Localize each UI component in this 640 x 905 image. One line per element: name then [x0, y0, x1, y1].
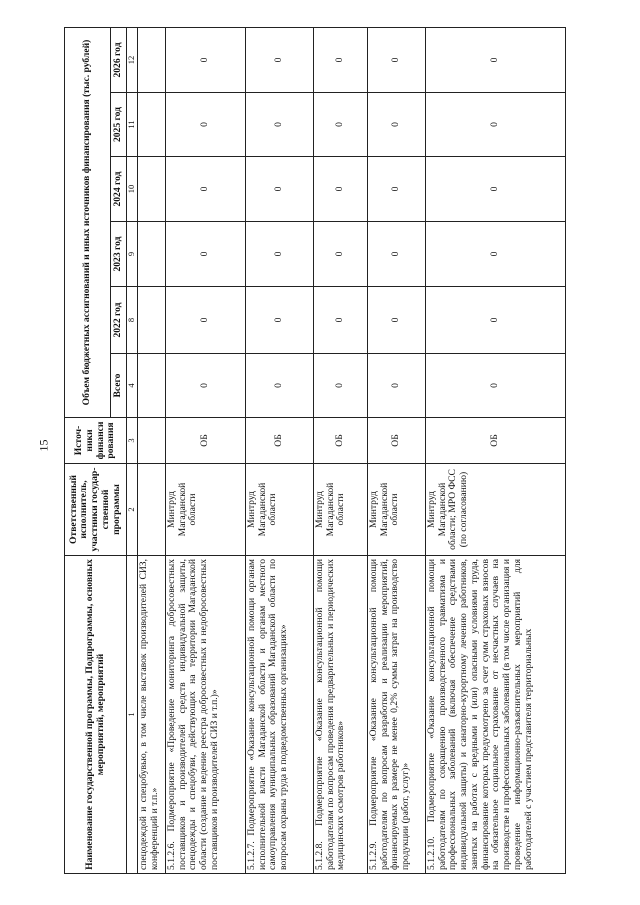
row-name: 5.1.2.8. Подмероприятие «Оказание консультационной помощи работодателям по вопросам проведения предварительных и периодических медицинских осмотров работников» — [314, 556, 368, 874]
row-value: 0 — [314, 93, 368, 157]
row-value: 0 — [166, 354, 246, 418]
table-area — [64, 28, 629, 874]
row-value: 0 — [246, 222, 314, 287]
row-value: 0 — [368, 354, 426, 418]
header-source: Источ-ники финанси рования — [65, 418, 127, 464]
column-number: 3 — [127, 418, 138, 464]
row-value: 0 — [166, 27, 246, 92]
row-responsible — [138, 464, 166, 556]
row-name: спецодеждой и спецобувью, в том числе выставок производителей СИЗ, конференций и т.п.» — [138, 556, 166, 874]
row-value: 0 — [246, 93, 314, 157]
table-row — [138, 27, 166, 873]
row-value: 0 — [426, 157, 566, 222]
column-number: 12 — [127, 27, 138, 92]
header-year: 2023 год — [111, 222, 127, 287]
table-row — [246, 27, 314, 873]
funding-table — [64, 27, 566, 874]
header-funding: Объем бюджетных ассигнований и иных источников финансирования (тыс. рублей) — [65, 27, 111, 417]
header-year: 2022 год — [111, 287, 127, 354]
row-value — [138, 354, 166, 418]
row-value: 0 — [426, 354, 566, 418]
row-name: 5.1.2.6. Подмероприятие «Проведение мониторинга добросовестных поставщиков и производителей средств индивидуальной защиты, спецодежды и спецобуви, действующих на территории Магаданской области (создание и ведение реестра добросовестных и недобросовестных поставщиков и производителей СИЗ и т.п.)» — [166, 556, 246, 874]
row-value: 0 — [314, 27, 368, 92]
row-value: 0 — [426, 27, 566, 92]
row-value: 0 — [314, 222, 368, 287]
row-value: 0 — [314, 287, 368, 354]
row-value — [138, 287, 166, 354]
row-value: 0 — [246, 27, 314, 92]
row-value — [138, 27, 166, 92]
row-value: 0 — [426, 222, 566, 287]
row-value: 0 — [166, 222, 246, 287]
row-value: 0 — [314, 354, 368, 418]
row-value: 0 — [166, 287, 246, 354]
column-number: 11 — [127, 93, 138, 157]
row-source — [138, 418, 166, 464]
row-value: 0 — [314, 157, 368, 222]
row-source: ОБ — [314, 418, 368, 464]
row-value: 0 — [246, 157, 314, 222]
column-number: 8 — [127, 287, 138, 354]
row-value — [138, 93, 166, 157]
header-year: 2025 год — [111, 93, 127, 157]
row-responsible: Минтруд Магаданской области — [368, 464, 426, 556]
rotated-sheet — [64, 28, 629, 874]
column-number: 4 — [127, 354, 138, 418]
row-value — [138, 157, 166, 222]
row-value: 0 — [426, 93, 566, 157]
row-value: 0 — [368, 222, 426, 287]
row-value: 0 — [166, 157, 246, 222]
row-name: 5.1.2.10. Подмероприятие «Оказание консультационной помощи работодателям по сокращению производственного травматизма и профессиональных заболеваний (включая обеспечение средствами индивидуальной защиты) и санаторно-курортному лечению работников, занятых на работах с вредными и (или) опасными условиями труда, финансирование которых предусмотрено за счет сумм страховых взносов на обязательное социальное страхование от несчастных случаев на производстве и профессиональных заболеваний (в том числе организация и проведение информационно-разъяснительных мероприятий для работодателей с участием представителя территориальных — [426, 556, 566, 874]
row-value: 0 — [368, 287, 426, 354]
table-row — [368, 27, 426, 873]
row-value: 0 — [166, 93, 246, 157]
column-number: 9 — [127, 222, 138, 287]
row-responsible: Минтруд Магаданской области; МРО ФСС (по согласованию) — [426, 464, 566, 556]
row-value: 0 — [246, 354, 314, 418]
header-year: 2026 год — [111, 27, 127, 92]
column-number: 2 — [127, 464, 138, 556]
row-value — [138, 222, 166, 287]
table-row — [166, 27, 246, 873]
row-source: ОБ — [246, 418, 314, 464]
row-value: 0 — [368, 27, 426, 92]
header-responsible: Ответственный исполнитель, участники государ-ственной программы — [65, 464, 127, 556]
page-number: 15 — [36, 439, 51, 452]
header-name: Наименование государственной программы, Подпрограммы, основных мероприятий, мероприятий — [65, 556, 127, 874]
column-number: 10 — [127, 157, 138, 222]
row-name: 5.1.2.7. Подмероприятие «Оказание консультационной помощи органам исполнительной власти Магаданской области и органам местного самоуправления муниципальных образований Магаданской области по вопросам охраны труда в подведомственных организациях» — [246, 556, 314, 874]
header-year: 2024 год — [111, 157, 127, 222]
row-responsible: Минтруд Магаданской области — [314, 464, 368, 556]
row-value: 0 — [368, 157, 426, 222]
row-source: ОБ — [368, 418, 426, 464]
table-row — [426, 27, 566, 873]
row-name: 5.1.2.9. Подмероприятие «Оказание консультационной помощи работодателям по вопросам разработки и реализации мероприятий, финансируемых в размере не менее 0,2% суммы затрат на производство продукции (работ, услуг)» — [368, 556, 426, 874]
row-value: 0 — [246, 287, 314, 354]
row-responsible: Минтруд Магаданской области — [246, 464, 314, 556]
row-responsible: Минтруд Магаданской области — [166, 464, 246, 556]
row-value: 0 — [368, 93, 426, 157]
header-total: Всего — [111, 354, 127, 418]
row-source: ОБ — [166, 418, 246, 464]
table-row — [314, 27, 368, 873]
row-value: 0 — [426, 287, 566, 354]
row-source: ОБ — [426, 418, 566, 464]
column-number: 1 — [127, 556, 138, 874]
